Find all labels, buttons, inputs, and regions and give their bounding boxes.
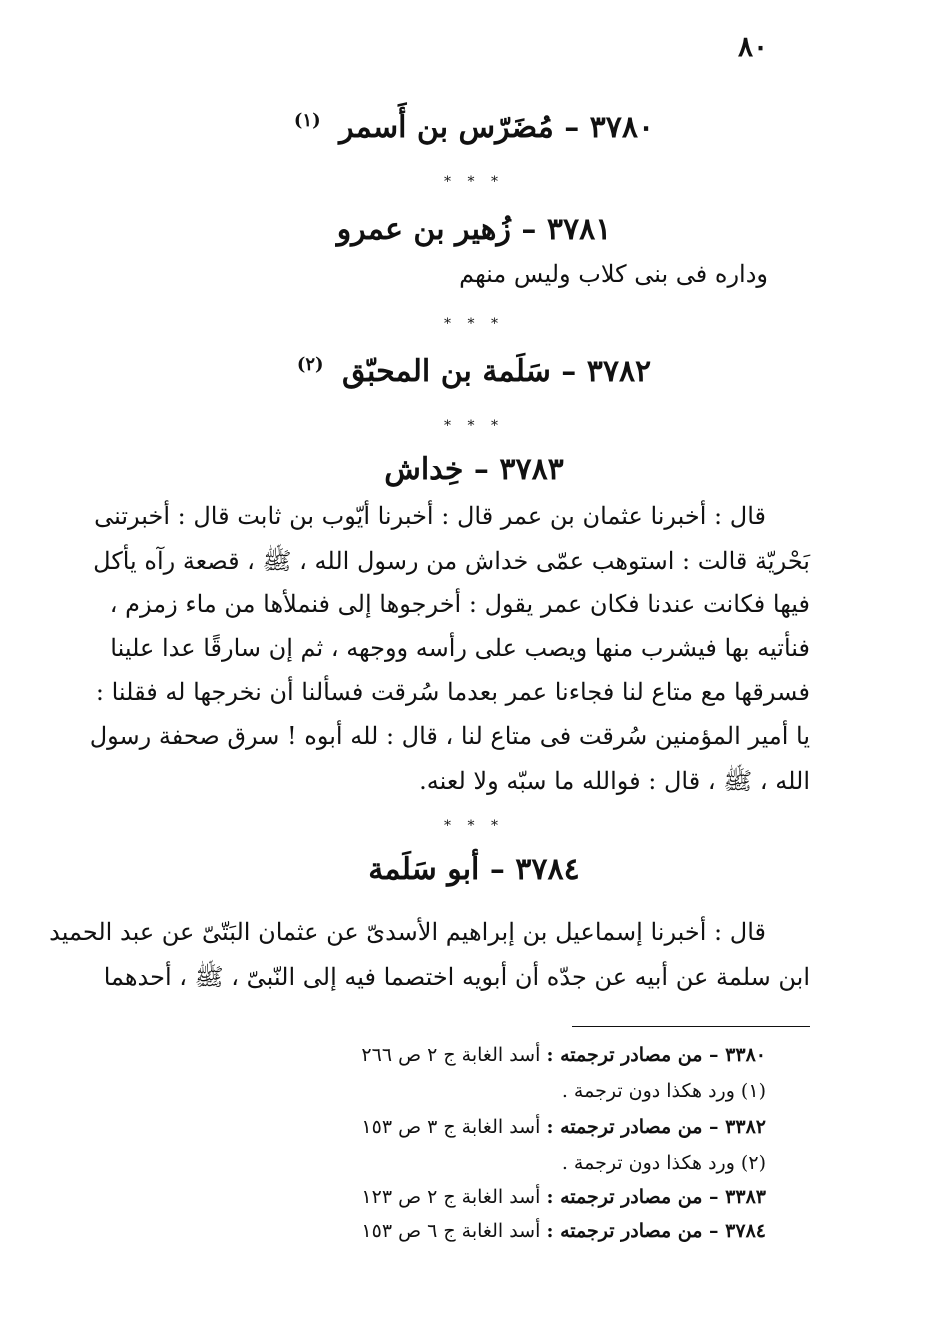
paragraph-line: قال : أخبرنا إسماعيل بن إبراهيم الأسدىّ عن عثمان البَتّىّ عن عبد الحميد <box>49 918 766 946</box>
footnote-text: أسد الغابة ج ٣ ص ١٥٣ <box>361 1116 541 1138</box>
footnote-text: أسد الغابة ج ٢ ص ٢٦٦ <box>361 1044 541 1066</box>
footnote-label: ٣٣٨٣ – من مصادر ترجمته : <box>546 1186 766 1208</box>
footnote-label: ٣٣٨٢ – من مصادر ترجمته : <box>546 1116 766 1138</box>
entry-heading-text: ٣٧٨٠ – مُضَرّس بن أَسمر <box>339 110 655 145</box>
footnote-label: ٣٧٨٤ – من مصادر ترجمته : <box>546 1220 766 1242</box>
page-number: ٨٠ <box>738 30 769 63</box>
separator-stars: * * * <box>444 316 504 332</box>
entry-heading-text: ٣٧٨٤ – أبو سَلَمة <box>368 852 580 887</box>
footnote-line <box>361 1044 766 1066</box>
footnote-line <box>361 1220 766 1242</box>
paragraph-line: فسرقها مع متاع لنا فجاءنا عمر بعدما سُرقت فسألنا أن نخرجها له فقلنا : <box>95 678 810 706</box>
entry-heading-text: ٣٧٨١ – زُهير بن عمرو <box>336 212 612 247</box>
paragraph-line: يا أمير المؤمنين سُرقت فى متاع لنا ، قال : لله أبوه ! سرق صحفة رسول <box>89 722 810 750</box>
footnote-line <box>361 1116 766 1138</box>
entry-heading-3783 <box>0 452 948 487</box>
entry-heading-3780 <box>0 110 948 145</box>
separator-stars: * * * <box>444 418 504 434</box>
entry-text-line: وداره فى بنى كلاب وليس منهم <box>459 260 768 288</box>
footnote-text: أسد الغابة ج ٢ ص ١٢٣ <box>361 1186 541 1208</box>
paragraph-line: بَحْريّة قالت : استوهب عمّى خداش من رسول الله ، ﷺ ، قصعة رآه يأكل <box>93 547 810 575</box>
footnote-text: (١) ورد هكذا دون ترجمة . <box>561 1080 766 1102</box>
footnote-text: (٢) ورد هكذا دون ترجمة . <box>561 1152 766 1174</box>
footnote-label: ٣٣٨٠ – من مصادر ترجمته : <box>546 1044 766 1066</box>
paragraph-line: الله ، ﷺ ، قال : فوالله ما سبّه ولا لعنه. <box>419 767 810 795</box>
paragraph-line: ابن سلمة عن أبيه عن جدّه أن أبويه اختصما فيه إلى النّبىّ ، ﷺ ، أحدهما <box>103 963 810 991</box>
footnote-line <box>562 1152 766 1174</box>
entry-heading-3782 <box>0 354 948 389</box>
separator-stars: * * * <box>444 174 504 190</box>
footnote-text: أسد الغابة ج ٦ ص ١٥٣ <box>361 1220 541 1242</box>
footnote-rule <box>572 1026 810 1027</box>
footnote-line <box>562 1080 766 1102</box>
entry-heading-text: ٣٧٨٢ – سَلَمة بن المحبّق <box>342 354 652 389</box>
footnote-ref: (١) <box>293 110 321 131</box>
separator-stars: * * * <box>444 818 504 834</box>
footnote-ref: (٢) <box>296 354 324 375</box>
entry-heading-3784 <box>0 852 948 887</box>
paragraph-line: فنأتيه بها فيشرب منها ويصب على رأسه ووجهه ، ثم إن سارقًا عدا علينا <box>110 634 810 662</box>
footnote-line <box>361 1186 766 1208</box>
entry-heading-3781 <box>0 212 948 247</box>
paragraph-line: فيها فكانت عندنا فكان عمر يقول : أخرجوها إلى فنملأها من ماء زمزم ، <box>109 590 810 618</box>
paragraph-line: قال : أخبرنا عثمان بن عمر قال : أخبرنا أيّوب بن ثابت قال : أخبرتنى <box>94 502 766 530</box>
entry-heading-text: ٣٧٨٣ – خِداش <box>384 452 564 487</box>
